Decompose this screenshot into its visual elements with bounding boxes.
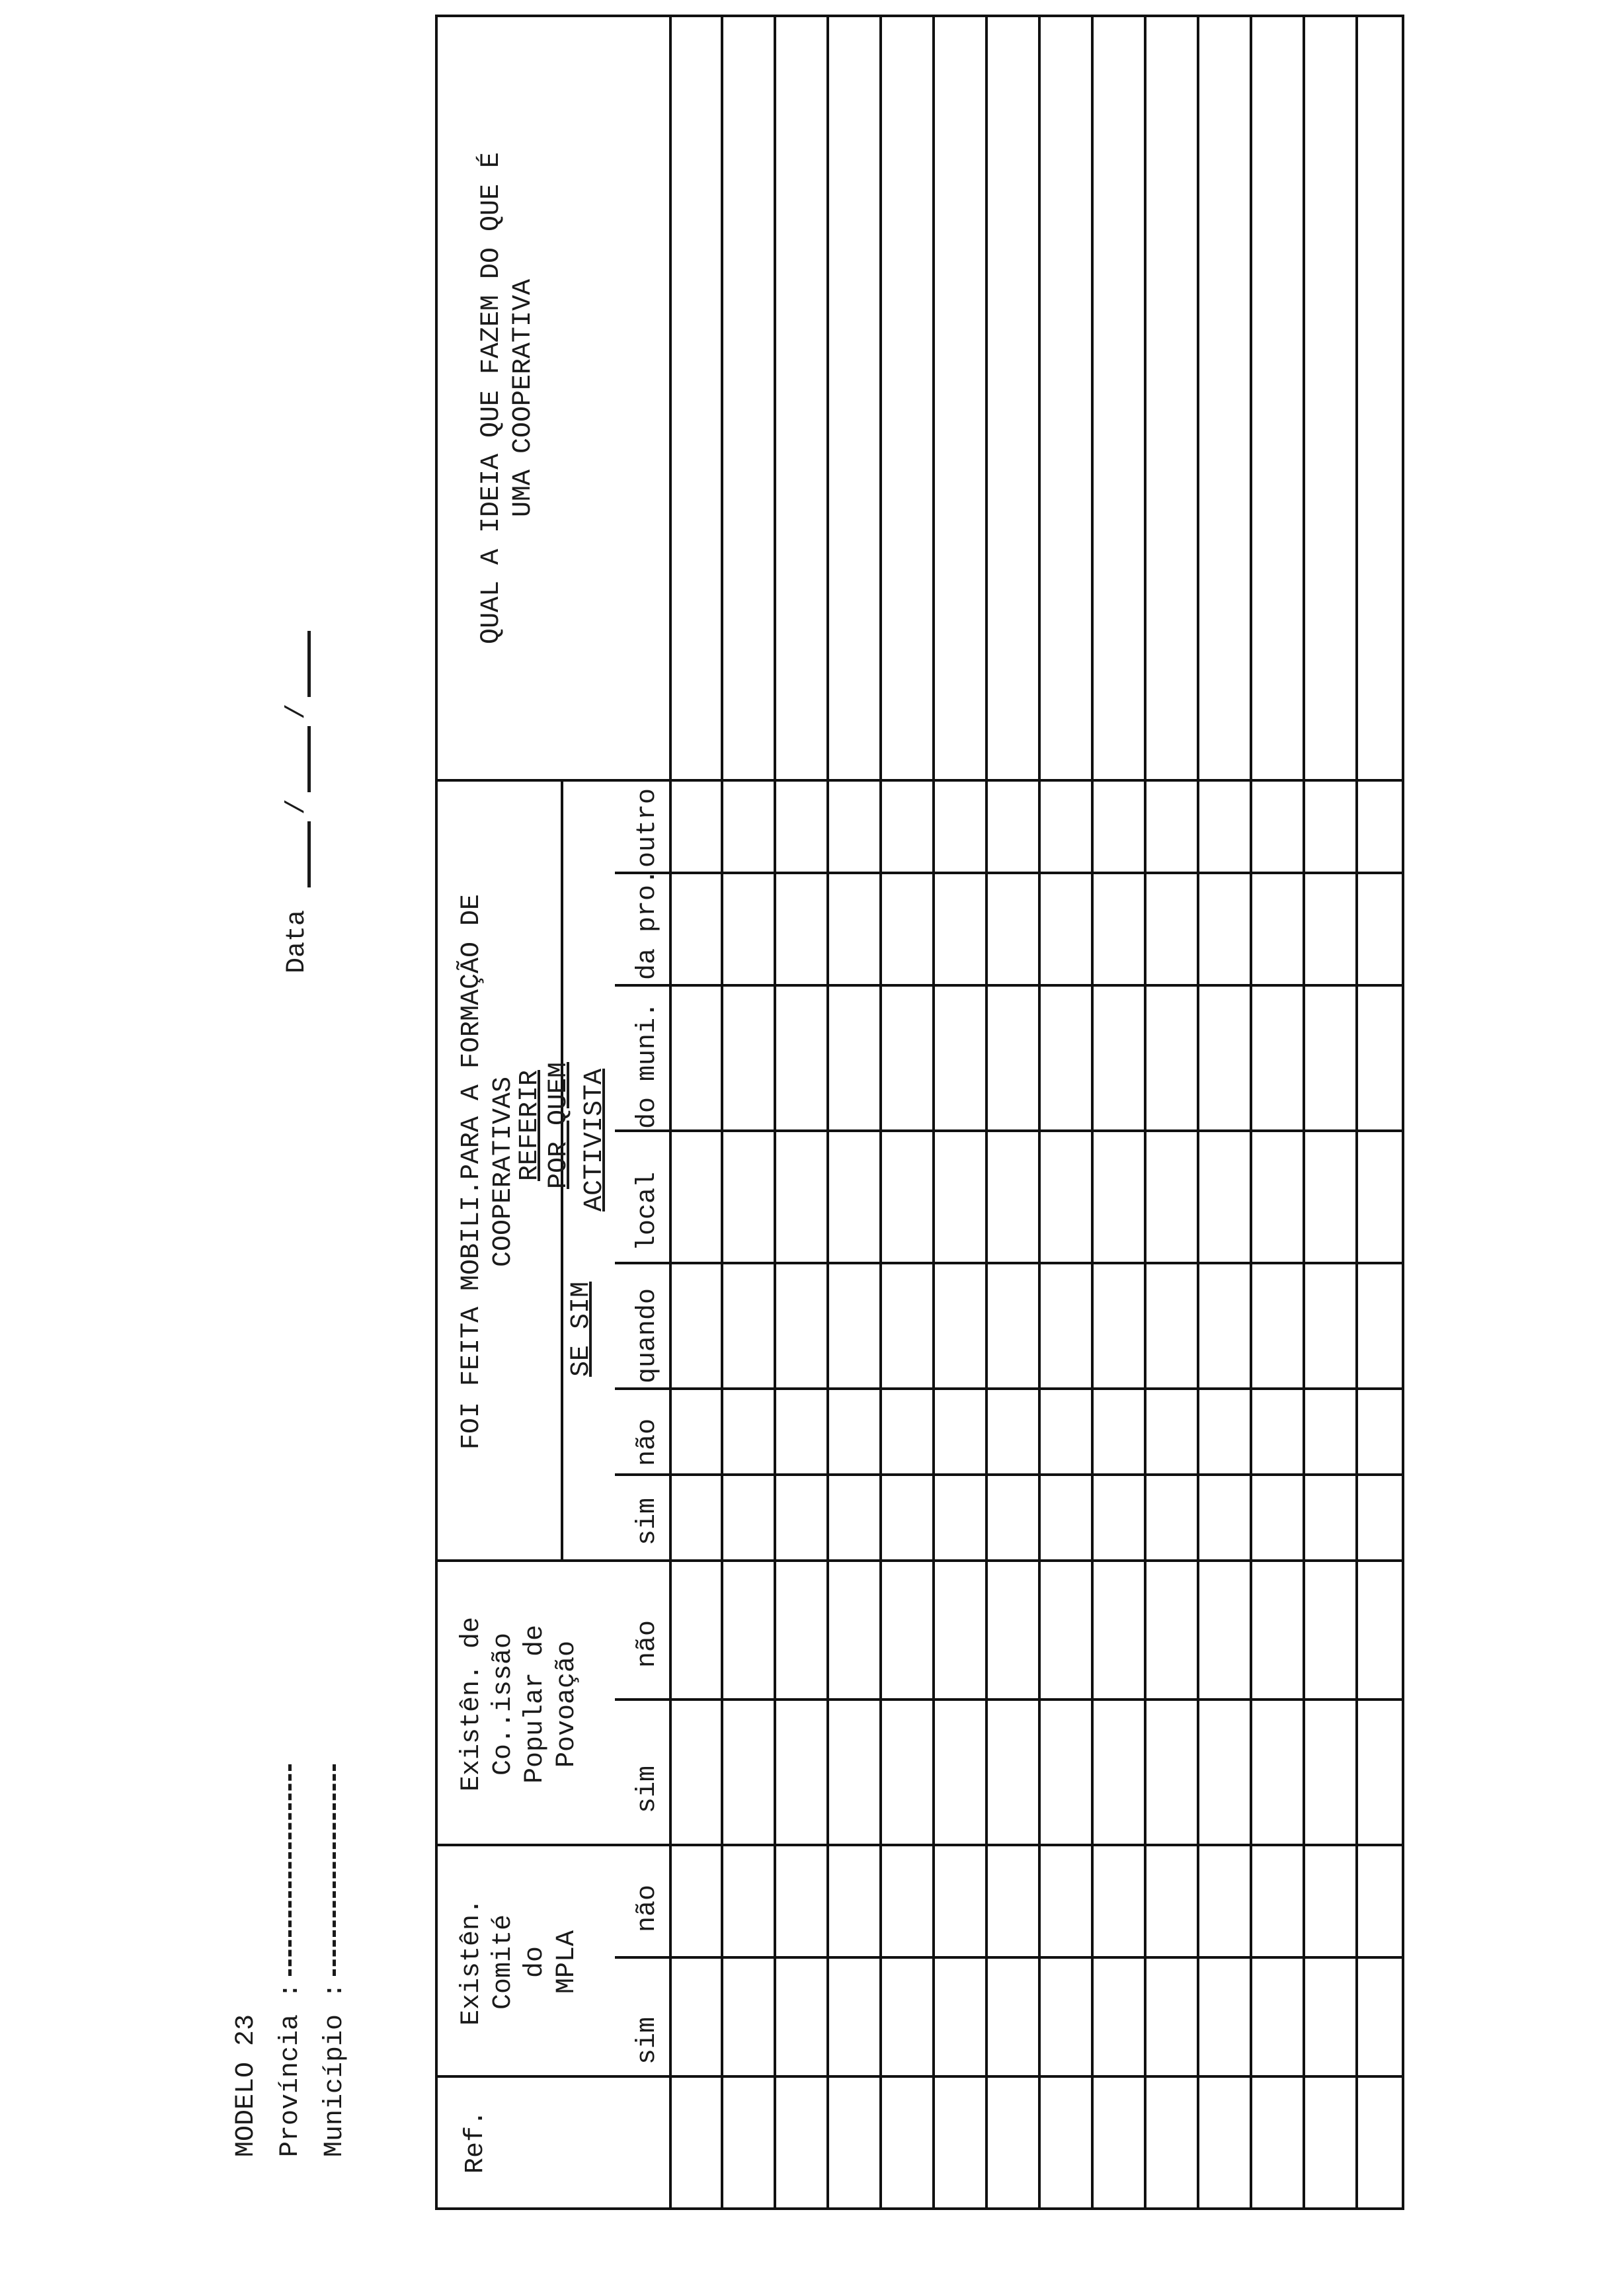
table-row bbox=[985, 15, 988, 2210]
se-sim-label: SE SIM bbox=[567, 1281, 596, 1377]
activista-label: ACTIVISTA bbox=[580, 1068, 610, 1211]
mobil-local: local bbox=[633, 1171, 663, 1251]
municipio-row bbox=[320, 1764, 350, 2157]
provincia-row bbox=[276, 1764, 305, 2157]
mobil-do-muni: do muni. bbox=[633, 1001, 663, 1129]
col-comissao-header: Existên. de Co..issão Popular de Povoação bbox=[457, 1616, 582, 1792]
mobil-quando: quando bbox=[633, 1288, 663, 1383]
comissao-nao: não bbox=[633, 1620, 663, 1668]
table-row bbox=[1250, 15, 1252, 2210]
provincia-label: Província : bbox=[276, 1982, 305, 2157]
col-ideia-header: QUAL A IDEIA QUE FAZEM DO QUE É UMA COOPERATIVA bbox=[477, 151, 538, 645]
col-comite-header: Existên. Comité do MPLA bbox=[457, 1898, 582, 2026]
col-mobil-header: FOI FEITA MOBILI.PARA A FORMAÇÃO DE COOPERATIVAS bbox=[457, 893, 518, 1450]
table-border-left bbox=[435, 2207, 1404, 2210]
table-row bbox=[1144, 15, 1146, 2210]
col-ref-header: Ref. bbox=[461, 2110, 491, 2174]
table-border-top bbox=[435, 15, 438, 2210]
table-row bbox=[1197, 15, 1199, 2210]
date-month-field[interactable] bbox=[307, 726, 311, 792]
table-border-bottom bbox=[1402, 15, 1404, 2210]
mobil-outro: outro bbox=[633, 788, 663, 868]
date-label: Data bbox=[282, 909, 312, 973]
table-row bbox=[879, 15, 882, 2210]
table-row bbox=[774, 15, 776, 2210]
date-year-field[interactable] bbox=[307, 631, 311, 697]
mobil-da-pro: da pro. bbox=[633, 868, 663, 980]
table-row bbox=[1355, 15, 1358, 2210]
table-row bbox=[1091, 15, 1094, 2210]
comite-nao: não bbox=[633, 1884, 663, 1932]
form-header bbox=[231, 1764, 364, 2157]
table-row bbox=[721, 15, 723, 2210]
date-row: Data // bbox=[284, 624, 311, 973]
provincia-field[interactable] bbox=[288, 1764, 292, 1976]
table-row bbox=[1303, 15, 1305, 2210]
table-row bbox=[932, 15, 935, 2210]
mobil-sim: sim bbox=[633, 1497, 663, 1545]
date-day-field[interactable] bbox=[307, 821, 311, 887]
table-border-right bbox=[435, 15, 1404, 17]
model-number: MODELO 23 bbox=[231, 2014, 261, 2157]
municipio-field[interactable] bbox=[333, 1764, 336, 1976]
comissao-sim: sim bbox=[633, 1765, 663, 1813]
referir-label: REFERIR POR QUEM bbox=[515, 1061, 574, 1190]
mobil-nao: não bbox=[633, 1418, 663, 1466]
table-row bbox=[826, 15, 829, 2210]
comite-sim: sim bbox=[633, 2016, 663, 2065]
table-row bbox=[1038, 15, 1041, 2210]
header-row-separator bbox=[669, 15, 672, 2210]
municipio-label: Município : bbox=[320, 1982, 350, 2157]
